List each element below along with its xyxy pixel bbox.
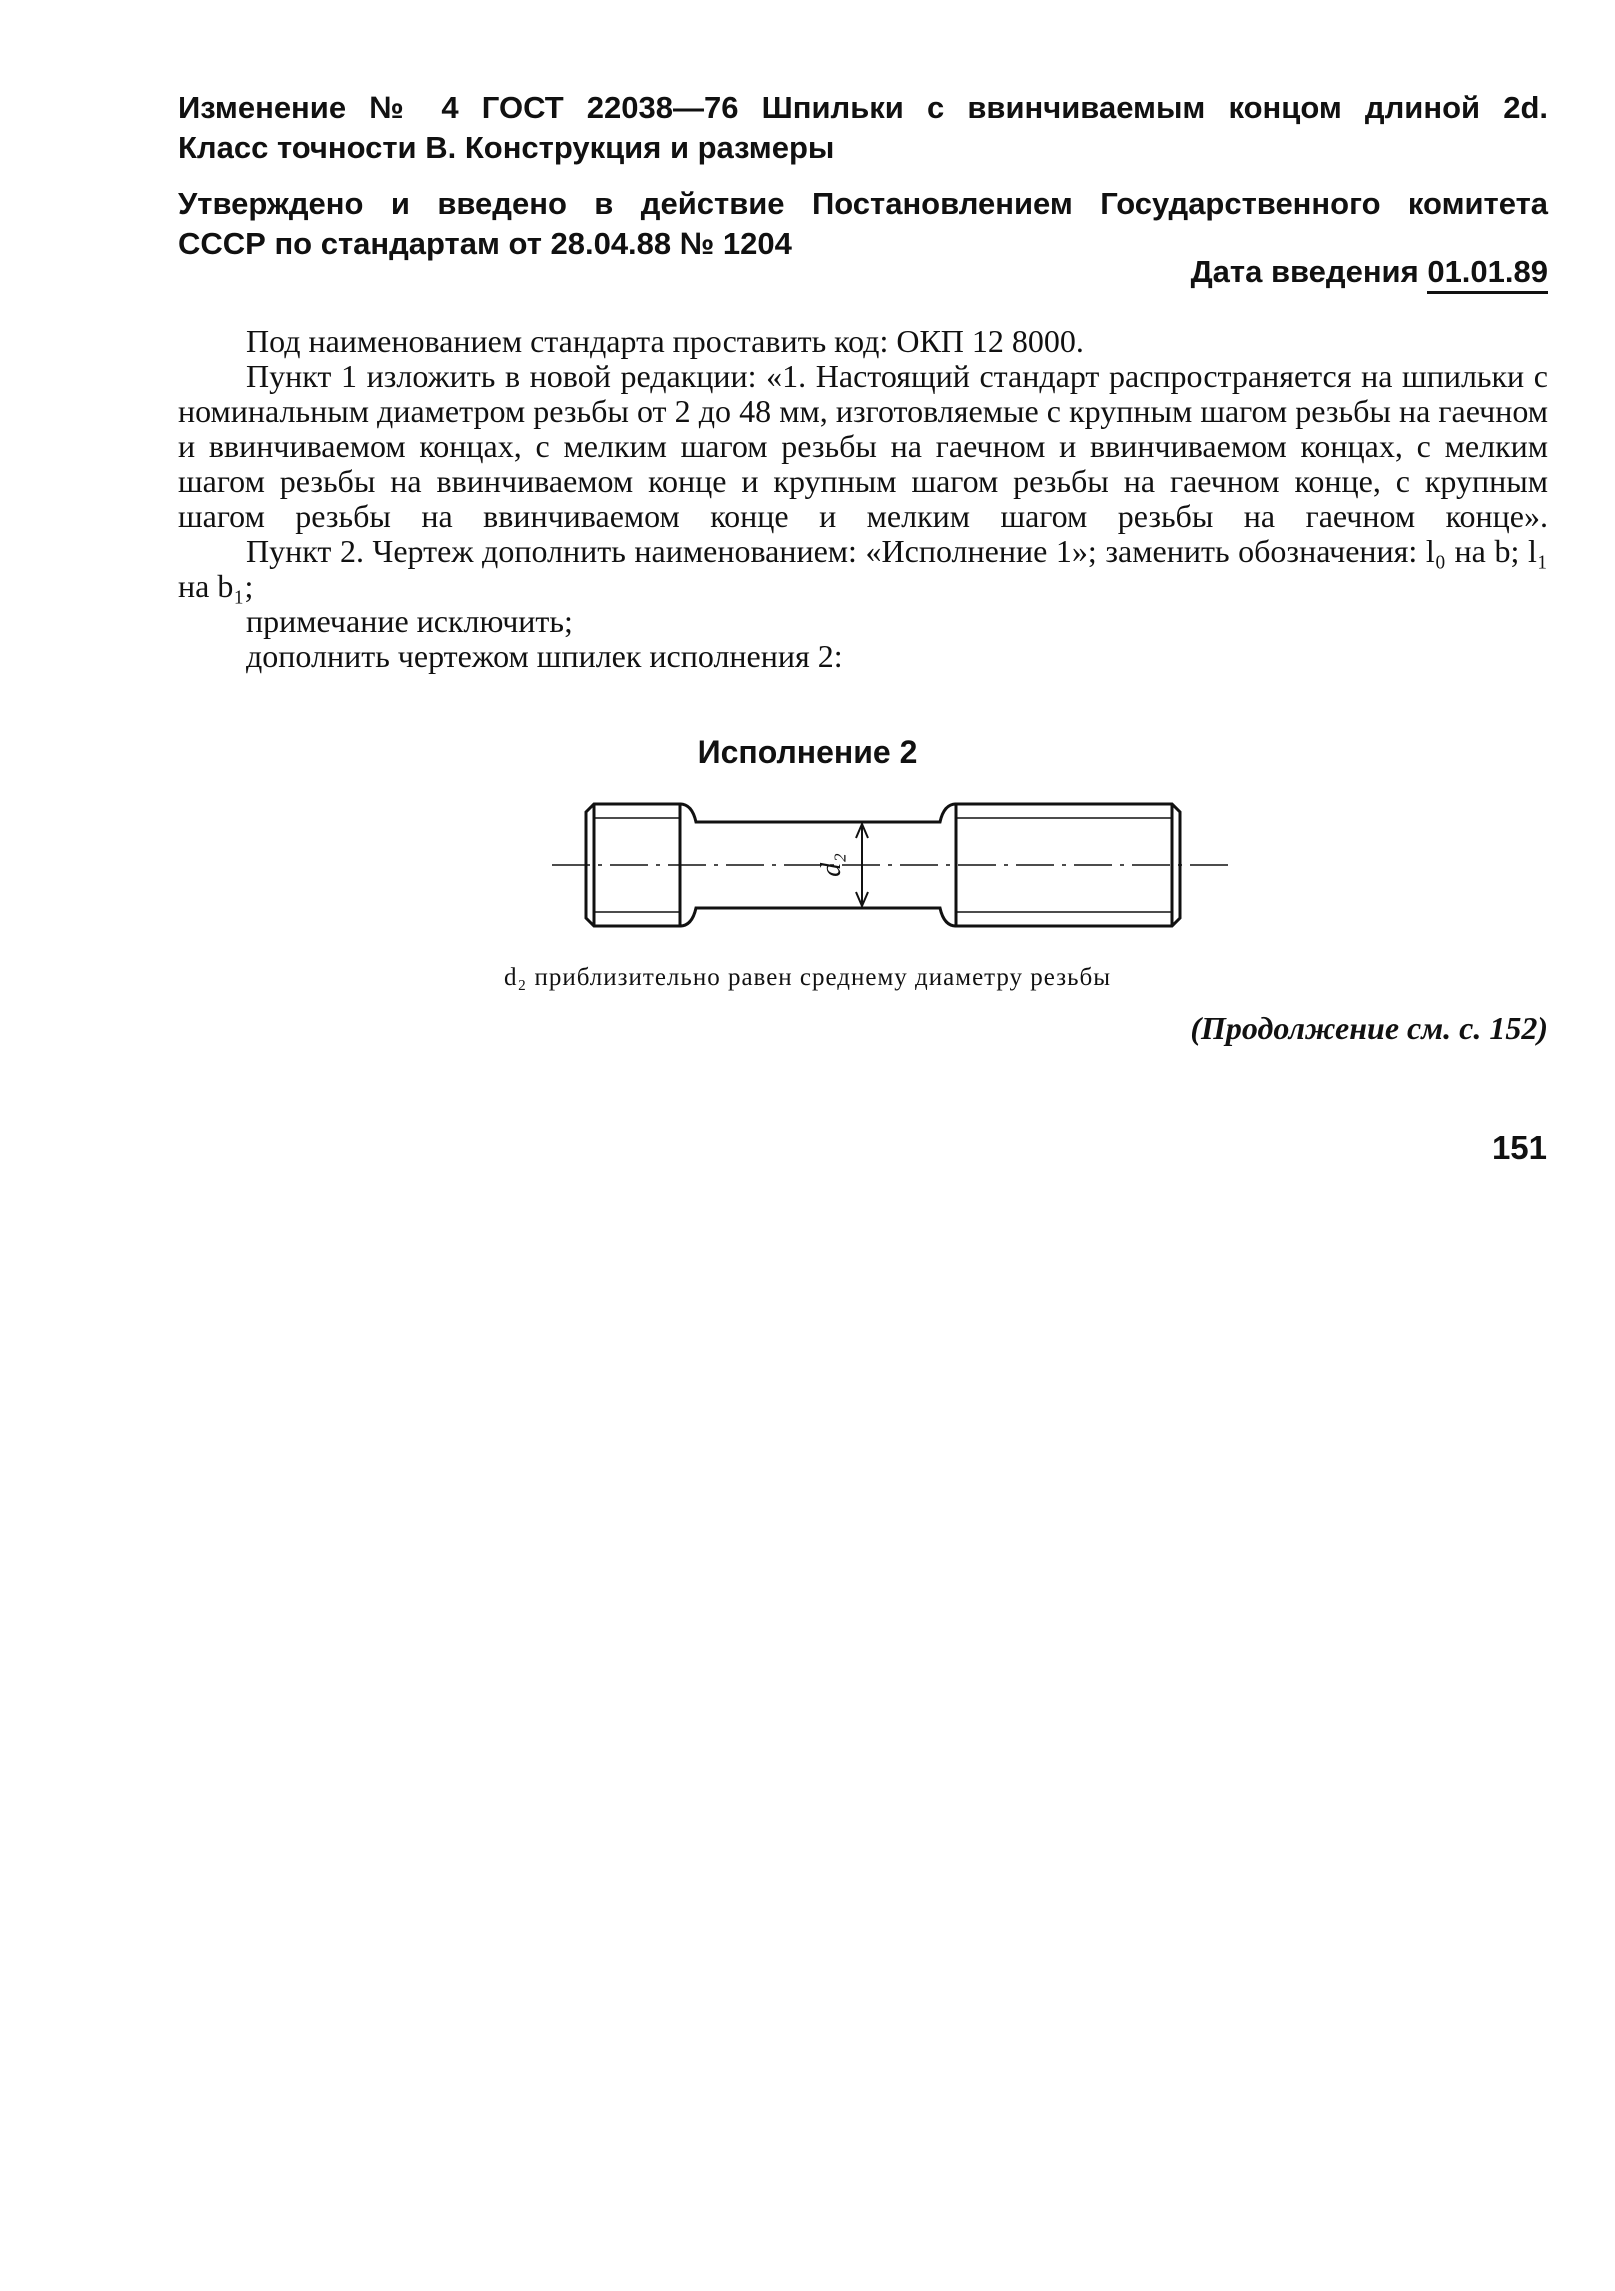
shank-top xyxy=(680,804,956,822)
effective-date xyxy=(1191,252,1548,292)
dimension-label-d2: d₂ xyxy=(816,853,847,877)
paragraph-item-2: Пункт 2. Чертеж дополнить наименованием: «Исполнение 1»; заменить обозначения: l₀ на b; l₁ на b₁; xyxy=(178,533,1548,604)
effective-date-value: 01.01.89 xyxy=(1427,254,1548,294)
continuation-note: (Продолжение см. с. 152) xyxy=(1190,1010,1548,1046)
amendment-title-line1: Изменение № 4 ГОСТ 22038—76 Шпильки с ввинчиваемым концом длиной 2d. xyxy=(178,90,1548,125)
shank-bottom xyxy=(680,908,956,926)
page-number: 151 xyxy=(1491,1129,1547,1166)
paragraph-item-1: Пункт 1 изложить в новой редакции: «1. Настоящий стандарт распространяется на шпильки с номинальным диаметром резьбы от 2 до 48 мм, изготовляемые с крупным шагом резьбы на гаечном и ввинчиваемом концах, с мелким шагом резьбы на гаечном и ввинчиваемом концах, с мелким шагом резьбы на ввинчиваемом конце и крупным шагом резьбы на гаечном конце, с крупным шагом резьбы на ввинчиваемом конце и мелким шагом резьбы на гаечном конце». xyxy=(178,358,1548,534)
figure-title: Исполнение 2 xyxy=(697,734,918,770)
effective-date-label: Дата введения xyxy=(1190,254,1419,289)
paragraph-add-drawing: дополнить чертежом шпилек исполнения 2: xyxy=(246,638,843,674)
paragraph-okp-code: Под наименованием стандарта проставить код: ОКП 12 8000. xyxy=(246,323,1084,359)
approval-line1: Утверждено и введено в действие Постановлением Государственного комитета xyxy=(178,186,1548,221)
approval-line2: СССР по стандартам от 28.04.88 № 1204 xyxy=(178,226,792,261)
figure-caption: d₂ приблизительно равен среднему диаметру резьбы xyxy=(503,964,1112,991)
amendment-title-line2: Класс точности В. Конструкция и размеры xyxy=(178,130,835,165)
amendment-body xyxy=(178,324,1548,674)
paragraph-note-removal: примечание исключить; xyxy=(246,603,573,639)
amendment-title xyxy=(178,88,1548,168)
stud-drawing xyxy=(540,790,1240,950)
